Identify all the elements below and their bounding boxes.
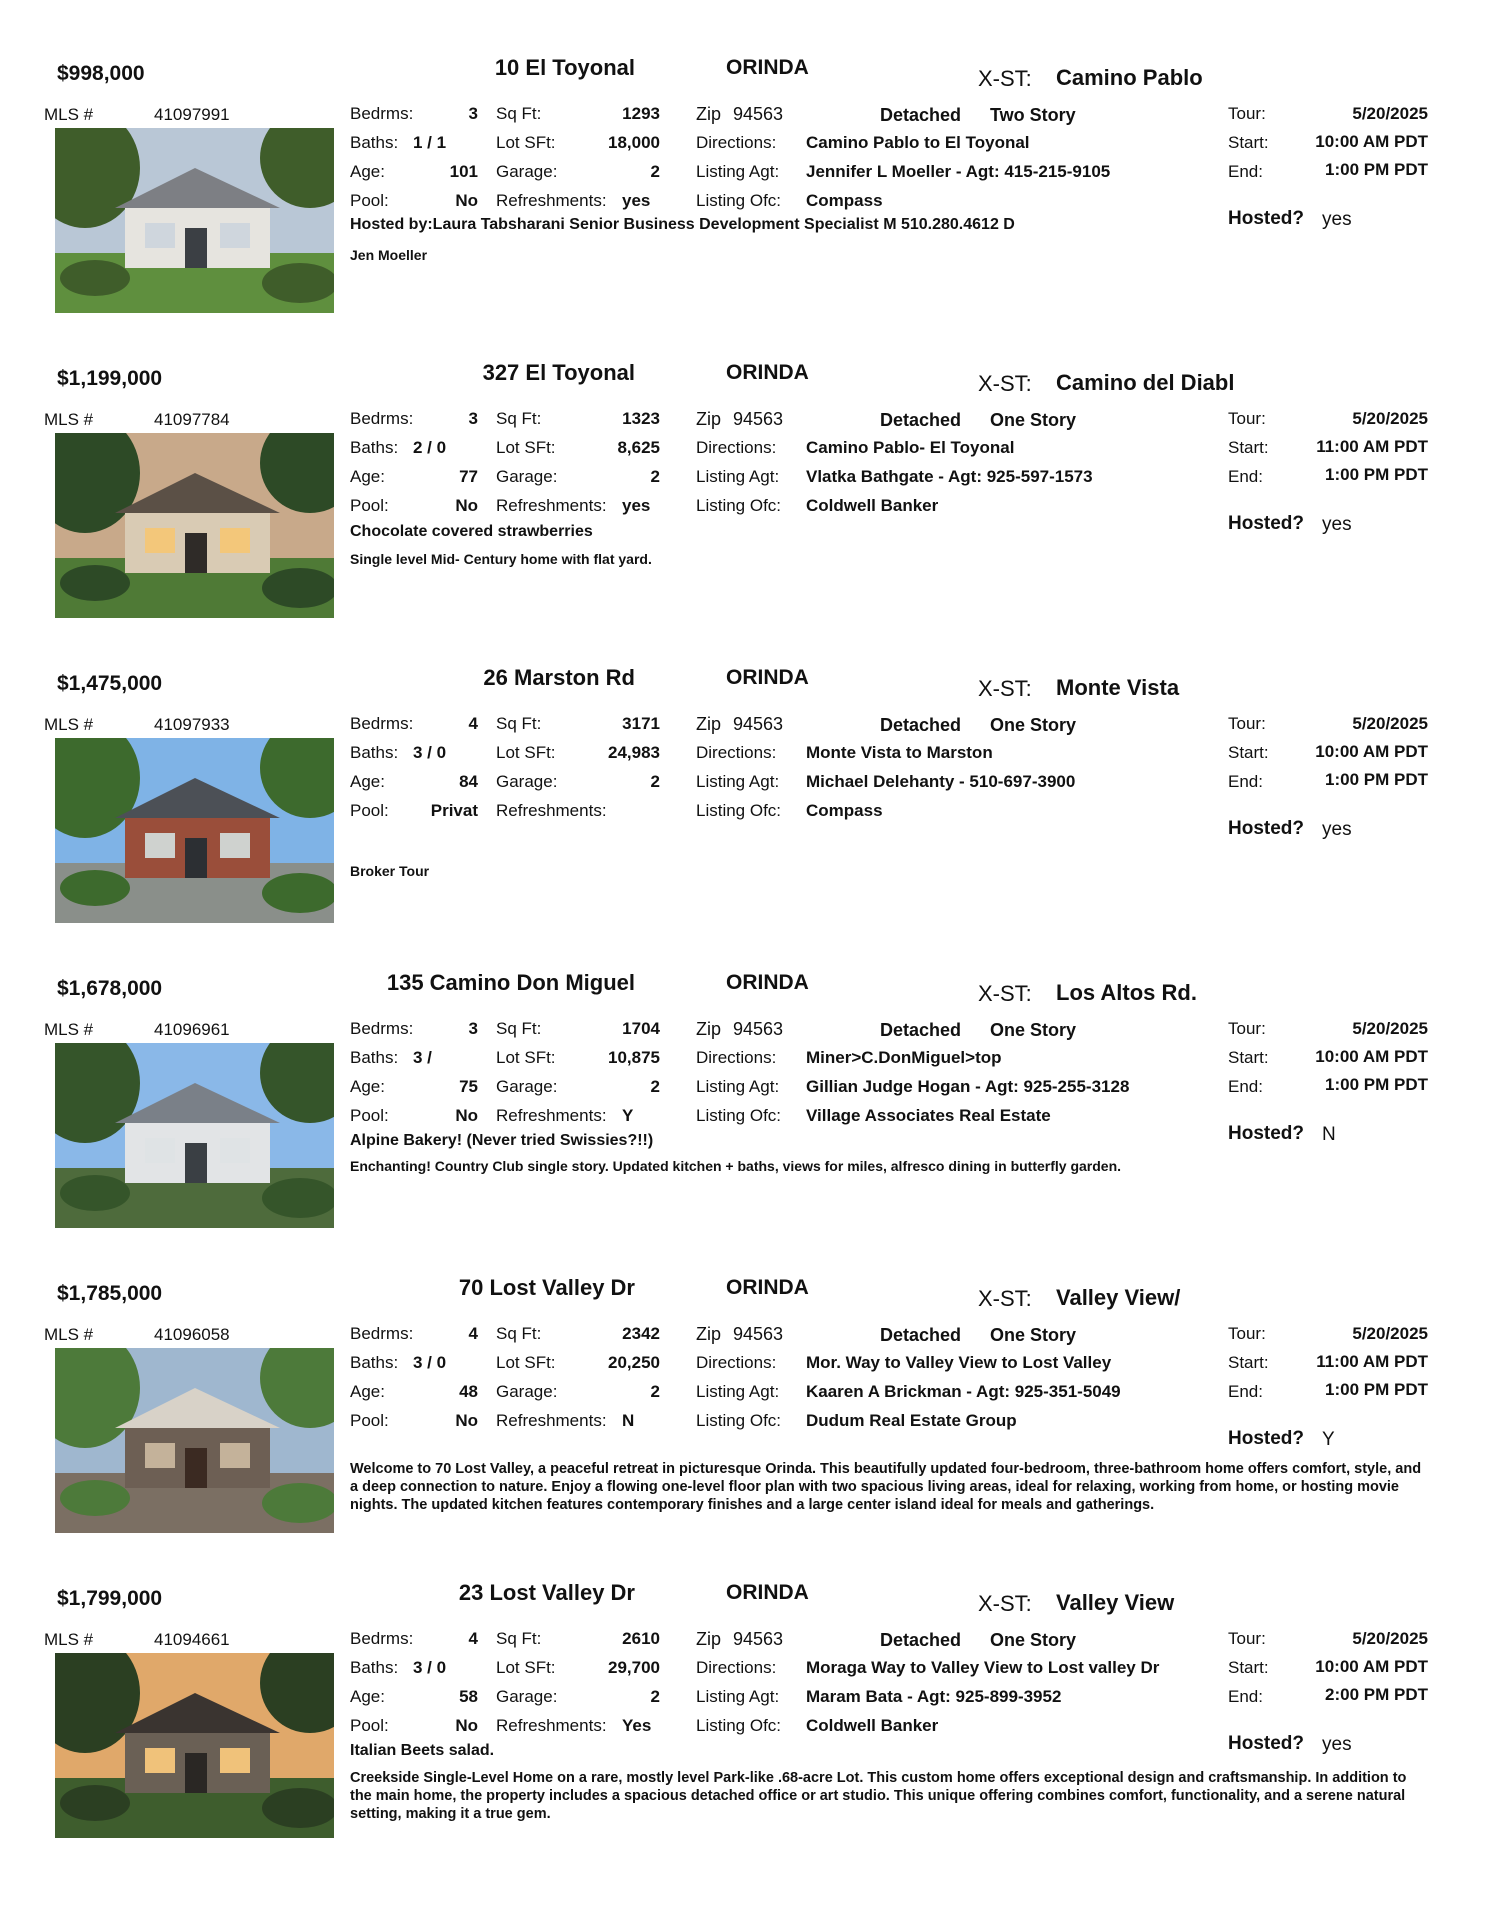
start-label: Start: (1228, 1353, 1269, 1372)
directions-value: Monte Vista to Marston (806, 743, 993, 762)
refreshments-value: yes (622, 191, 651, 210)
listing-agent-label: Listing Agt: (696, 1382, 780, 1401)
garage-value: 2 (650, 772, 660, 791)
house-photo-illustration (55, 128, 334, 313)
garage-label: Garage: (496, 162, 558, 181)
listing-agent-label: Listing Agt: (696, 1687, 780, 1706)
bedrooms-label: Bedrms: (350, 1019, 414, 1038)
cross-street-value: Camino del Diabl (1056, 370, 1235, 395)
tour-date: 5/20/2025 (1352, 1324, 1428, 1343)
property-type: Detached (880, 410, 962, 430)
listing-city: ORINDA (726, 1581, 809, 1604)
end-time: 1:00 PM PDT (1325, 160, 1428, 179)
sqft-label: Sq Ft: (496, 714, 542, 733)
end-time: 1:00 PM PDT (1325, 1380, 1428, 1399)
listing-agent-value: Gillian Judge Hogan - Agt: 925-255-3128 (806, 1077, 1130, 1096)
pool-value: Privat (430, 801, 478, 820)
sqft-value: 1293 (622, 104, 660, 123)
cross-street-value: Camino Pablo (1056, 65, 1203, 90)
baths-value: 2 / 0 (413, 438, 447, 457)
listing-agent-label: Listing Agt: (696, 162, 780, 181)
stories: One Story (990, 715, 1077, 735)
bedrooms-value: 4 (468, 1629, 478, 1648)
baths-label: Baths: (350, 1048, 399, 1067)
garage-value: 2 (650, 1687, 660, 1706)
tour-label: Tour: (1228, 1324, 1266, 1343)
hosted-value: yes (1322, 819, 1352, 840)
listing-office-value: Compass (806, 801, 883, 820)
listing-price: $1,678,000 (57, 977, 163, 1000)
listing-price: $1,785,000 (57, 1282, 163, 1305)
pool-label: Pool: (350, 191, 389, 210)
lot-size-label: Lot SFt: (496, 1658, 556, 1677)
start-time: 11:00 AM PDT (1316, 1352, 1428, 1371)
lot-size-value: 20,250 (608, 1353, 660, 1372)
bedrooms-value: 3 (468, 1019, 478, 1038)
listing-city: ORINDA (726, 971, 809, 994)
mls-label: MLS # (44, 410, 94, 429)
listing-address: 10 El Toyonal (494, 55, 635, 80)
sqft-label: Sq Ft: (496, 104, 542, 123)
hosted-value: yes (1322, 209, 1352, 230)
lot-size-value: 29,700 (608, 1658, 660, 1677)
property-photo (55, 128, 334, 313)
lot-size-label: Lot SFt: (496, 133, 556, 152)
lot-size-label: Lot SFt: (496, 1353, 556, 1372)
listing-office-label: Listing Ofc: (696, 1716, 782, 1735)
hosted-label: Hosted? (1228, 1123, 1304, 1144)
hosted-value: yes (1322, 1734, 1352, 1755)
pool-value: No (455, 1106, 478, 1125)
cross-street-label: X-ST: (978, 1591, 1032, 1616)
hosted-label: Hosted? (1228, 818, 1304, 839)
directions-value: Camino Pablo to El Toyonal (806, 133, 1030, 152)
refreshments-value: yes (622, 496, 651, 515)
listing-office-value: Coldwell Banker (806, 1716, 939, 1735)
listing-address: 135 Camino Don Miguel (386, 970, 635, 995)
cross-street-value: Los Altos Rd. (1056, 980, 1197, 1005)
directions-value: Mor. Way to Valley View to Lost Valley (806, 1353, 1112, 1372)
house-photo-illustration (55, 1348, 334, 1533)
sqft-value: 1704 (622, 1019, 660, 1038)
listing-card (0, 40, 1487, 340)
listing-agent-value: Kaaren A Brickman - Agt: 925-351-5049 (806, 1382, 1121, 1401)
baths-value: 3 / 0 (413, 1658, 447, 1677)
refreshments-label: Refreshments: (496, 191, 607, 210)
listing-agent-value: Vlatka Bathgate - Agt: 925-597-1573 (806, 467, 1093, 486)
garage-value: 2 (650, 1077, 660, 1096)
description: Welcome to 70 Lost Valley, a peaceful retreat in picturesque Orinda. This beautifully updated four-bedroom, three-bathroom home offers comfort, style, and a deep connection to nature. Enjoy a flowing one-level floor plan with two spacious living areas, ideal for relaxing, working from home, or hosting movie nights. The updated kitchen features contemporary finishes and a large center island ideal for meals and gatherings. (350, 1461, 1422, 1513)
sqft-label: Sq Ft: (496, 409, 542, 428)
listing-agent-label: Listing Agt: (696, 772, 780, 791)
tour-date: 5/20/2025 (1352, 409, 1428, 428)
age-value: 48 (459, 1382, 478, 1401)
listing-address: 70 Lost Valley Dr (458, 1275, 635, 1300)
baths-value: 3 / (413, 1048, 432, 1067)
mls-label: MLS # (44, 1020, 94, 1039)
end-time: 2:00 PM PDT (1325, 1685, 1428, 1704)
cross-street-value: Valley View (1056, 1590, 1175, 1615)
start-label: Start: (1228, 133, 1269, 152)
house-photo-illustration (55, 738, 334, 923)
listing-office-label: Listing Ofc: (696, 191, 782, 210)
listing-price: $998,000 (57, 62, 145, 85)
listing-city: ORINDA (726, 56, 809, 79)
zip-label: Zip (696, 1324, 722, 1344)
lot-size-value: 8,625 (617, 438, 660, 457)
mls-number: 41096961 (154, 1020, 230, 1039)
bedrooms-label: Bedrms: (350, 104, 414, 123)
tour-date: 5/20/2025 (1352, 714, 1428, 733)
pool-label: Pool: (350, 1106, 389, 1125)
garage-label: Garage: (496, 1687, 558, 1706)
end-time: 1:00 PM PDT (1325, 1075, 1428, 1094)
lot-size-label: Lot SFt: (496, 438, 556, 457)
remarks: Jen Moeller (350, 247, 428, 263)
cross-street-label: X-ST: (978, 66, 1032, 91)
age-value: 77 (459, 467, 478, 486)
tour-label: Tour: (1228, 409, 1266, 428)
refreshments-label: Refreshments: (496, 1106, 607, 1125)
pool-label: Pool: (350, 1411, 389, 1430)
house-photo-illustration (55, 1653, 334, 1838)
sqft-value: 1323 (622, 409, 660, 428)
tour-label: Tour: (1228, 104, 1266, 123)
hosted-value: Y (1322, 1429, 1335, 1450)
baths-label: Baths: (350, 1658, 399, 1677)
start-time: 11:00 AM PDT (1316, 437, 1428, 456)
baths-label: Baths: (350, 438, 399, 457)
refreshment-note: Hosted by:Laura Tabsharani Senior Business Development Specialist M 510.280.4612 D (350, 216, 1015, 233)
zip-label: Zip (696, 104, 722, 124)
mls-label: MLS # (44, 1325, 94, 1344)
sqft-value: 3171 (622, 714, 660, 733)
mls-number: 41094661 (154, 1630, 230, 1649)
lot-size-label: Lot SFt: (496, 743, 556, 762)
directions-label: Directions: (696, 438, 777, 457)
directions-label: Directions: (696, 133, 777, 152)
bedrooms-label: Bedrms: (350, 714, 414, 733)
directions-label: Directions: (696, 1353, 777, 1372)
mls-number: 41097933 (154, 715, 230, 734)
age-label: Age: (350, 1382, 385, 1401)
cross-street-label: X-ST: (978, 981, 1032, 1006)
mls-label: MLS # (44, 105, 94, 124)
lot-size-value: 10,875 (608, 1048, 660, 1067)
listing-office-label: Listing Ofc: (696, 1411, 782, 1430)
zip-value: 94563 (733, 1019, 784, 1039)
baths-label: Baths: (350, 743, 399, 762)
zip-value: 94563 (733, 1629, 784, 1649)
hosted-label: Hosted? (1228, 513, 1304, 534)
directions-value: Moraga Way to Valley View to Lost valley Dr (806, 1658, 1160, 1677)
stories: Two Story (990, 105, 1076, 125)
garage-value: 2 (650, 1382, 660, 1401)
baths-value: 3 / 0 (413, 1353, 447, 1372)
start-time: 10:00 AM PDT (1315, 132, 1428, 151)
tour-label: Tour: (1228, 714, 1266, 733)
hosted-label: Hosted? (1228, 208, 1304, 229)
cross-street-value: Valley View/ (1056, 1285, 1181, 1310)
age-label: Age: (350, 467, 385, 486)
listing-price: $1,475,000 (57, 672, 163, 695)
stories: One Story (990, 1325, 1077, 1345)
mls-label: MLS # (44, 1630, 94, 1649)
pool-value: No (455, 496, 478, 515)
sqft-label: Sq Ft: (496, 1019, 542, 1038)
listing-address: 327 El Toyonal (482, 360, 635, 385)
tour-date: 5/20/2025 (1352, 1019, 1428, 1038)
refreshments-label: Refreshments: (496, 801, 607, 820)
zip-label: Zip (696, 714, 722, 734)
property-type: Detached (880, 1020, 962, 1040)
property-photo (55, 1043, 334, 1228)
directions-label: Directions: (696, 1658, 777, 1677)
bedrooms-label: Bedrms: (350, 1324, 414, 1343)
sqft-value: 2342 (622, 1324, 660, 1343)
hosted-value: N (1322, 1124, 1336, 1145)
refreshments-label: Refreshments: (496, 1716, 607, 1735)
refreshments-label: Refreshments: (496, 496, 607, 515)
cross-street-label: X-ST: (978, 676, 1032, 701)
start-label: Start: (1228, 438, 1269, 457)
start-label: Start: (1228, 1048, 1269, 1067)
start-label: Start: (1228, 743, 1269, 762)
zip-value: 94563 (733, 409, 784, 429)
pool-label: Pool: (350, 496, 389, 515)
start-time: 10:00 AM PDT (1315, 1047, 1428, 1066)
age-value: 58 (459, 1687, 478, 1706)
refreshment-note: Alpine Bakery! (Never tried Swissies?!!) (350, 1132, 654, 1149)
listing-address: 26 Marston Rd (483, 665, 635, 690)
mls-number: 41097784 (154, 410, 230, 429)
garage-value: 2 (650, 162, 660, 181)
property-type: Detached (880, 715, 962, 735)
end-label: End: (1228, 467, 1263, 486)
refreshments-label: Refreshments: (496, 1411, 607, 1430)
stories: One Story (990, 1020, 1077, 1040)
age-label: Age: (350, 162, 385, 181)
mls-number: 41096058 (154, 1325, 230, 1344)
lot-size-value: 24,983 (608, 743, 660, 762)
property-type: Detached (880, 1630, 962, 1650)
end-label: End: (1228, 162, 1263, 181)
end-label: End: (1228, 1687, 1263, 1706)
tour-date: 5/20/2025 (1352, 1629, 1428, 1648)
age-value: 101 (449, 162, 478, 181)
listing-city: ORINDA (726, 361, 809, 384)
sqft-value: 2610 (622, 1629, 660, 1648)
end-label: End: (1228, 772, 1263, 791)
baths-label: Baths: (350, 1353, 399, 1372)
cross-street-label: X-ST: (978, 1286, 1032, 1311)
sqft-label: Sq Ft: (496, 1629, 542, 1648)
directions-label: Directions: (696, 743, 777, 762)
listing-agent-label: Listing Agt: (696, 1077, 780, 1096)
remarks: Enchanting! Country Club single story. Updated kitchen + baths, views for miles, alfresco dining in butterfly garden. (350, 1158, 1122, 1174)
hosted-label: Hosted? (1228, 1733, 1304, 1754)
listing-card (0, 650, 1487, 950)
garage-label: Garage: (496, 467, 558, 486)
remarks: Single level Mid- Century home with flat yard. (350, 551, 652, 567)
hosted-label: Hosted? (1228, 1428, 1304, 1449)
zip-value: 94563 (733, 714, 784, 734)
age-value: 75 (459, 1077, 478, 1096)
zip-label: Zip (696, 1019, 722, 1039)
listing-office-value: Coldwell Banker (806, 496, 939, 515)
listing-card (0, 1260, 1487, 1560)
description: Creekside Single-Level Home on a rare, mostly level Park-like .68-acre Lot. This custom home offers exceptional design and craftsmanship. In addition to the main home, the property includes a spacious detached office or art studio. This unique offering combines comfort, functionality, and a serene natural setting, making it a true gem. (350, 1770, 1407, 1822)
listing-card (0, 345, 1487, 645)
listing-address: 23 Lost Valley Dr (458, 1580, 635, 1605)
start-label: Start: (1228, 1658, 1269, 1677)
age-label: Age: (350, 772, 385, 791)
hosted-value: yes (1322, 514, 1352, 535)
stories: One Story (990, 1630, 1077, 1650)
zip-value: 94563 (733, 1324, 784, 1344)
baths-value: 1 / 1 (413, 133, 447, 152)
baths-value: 3 / 0 (413, 743, 447, 762)
property-photo (55, 738, 334, 923)
listing-city: ORINDA (726, 1276, 809, 1299)
property-photo (55, 1653, 334, 1838)
garage-label: Garage: (496, 1077, 558, 1096)
property-photo (55, 1348, 334, 1533)
listing-price: $1,199,000 (57, 367, 163, 390)
directions-label: Directions: (696, 1048, 777, 1067)
listing-city: ORINDA (726, 666, 809, 689)
house-photo-illustration (55, 433, 334, 618)
start-time: 10:00 AM PDT (1315, 1657, 1428, 1676)
age-label: Age: (350, 1687, 385, 1706)
refreshments-value: Yes (622, 1716, 652, 1735)
mls-number: 41097991 (154, 105, 230, 124)
property-type: Detached (880, 1325, 962, 1345)
remarks: Broker Tour (350, 863, 430, 879)
refreshments-value: N (622, 1411, 635, 1430)
end-label: End: (1228, 1382, 1263, 1401)
lot-size-label: Lot SFt: (496, 1048, 556, 1067)
listing-office-label: Listing Ofc: (696, 1106, 782, 1125)
listing-price: $1,799,000 (57, 1587, 163, 1610)
bedrooms-value: 3 (468, 104, 478, 123)
listing-office-label: Listing Ofc: (696, 801, 782, 820)
cross-street-value: Monte Vista (1056, 675, 1180, 700)
listing-agent-value: Maram Bata - Agt: 925-899-3952 (806, 1687, 1062, 1706)
mls-label: MLS # (44, 715, 94, 734)
refreshment-note: Italian Beets salad. (350, 1742, 495, 1759)
listing-card (0, 1565, 1487, 1865)
listing-agent-value: Michael Delehanty - 510-697-3900 (806, 772, 1076, 791)
directions-value: Miner>C.DonMiguel>top (806, 1048, 1002, 1067)
tour-date: 5/20/2025 (1352, 104, 1428, 123)
listing-agent-label: Listing Agt: (696, 467, 780, 486)
listing-office-label: Listing Ofc: (696, 496, 782, 515)
garage-value: 2 (650, 467, 660, 486)
lot-size-value: 18,000 (608, 133, 660, 152)
end-time: 1:00 PM PDT (1325, 465, 1428, 484)
garage-label: Garage: (496, 772, 558, 791)
bedrooms-value: 4 (468, 1324, 478, 1343)
refreshments-value: Y (622, 1106, 634, 1125)
tour-label: Tour: (1228, 1019, 1266, 1038)
end-time: 1:00 PM PDT (1325, 770, 1428, 789)
start-time: 10:00 AM PDT (1315, 742, 1428, 761)
pool-label: Pool: (350, 1716, 389, 1735)
bedrooms-label: Bedrms: (350, 1629, 414, 1648)
property-photo (55, 433, 334, 618)
house-photo-illustration (55, 1043, 334, 1228)
cross-street-label: X-ST: (978, 371, 1032, 396)
pool-value: No (455, 191, 478, 210)
baths-label: Baths: (350, 133, 399, 152)
listing-agent-value: Jennifer L Moeller - Agt: 415-215-9105 (806, 162, 1111, 181)
bedrooms-value: 3 (468, 409, 478, 428)
directions-value: Camino Pablo- El Toyonal (806, 438, 1015, 457)
bedrooms-value: 4 (468, 714, 478, 733)
age-label: Age: (350, 1077, 385, 1096)
listing-office-value: Village Associates Real Estate (806, 1106, 1051, 1125)
sqft-label: Sq Ft: (496, 1324, 542, 1343)
zip-label: Zip (696, 1629, 722, 1649)
bedrooms-label: Bedrms: (350, 409, 414, 428)
end-label: End: (1228, 1077, 1263, 1096)
listing-card (0, 955, 1487, 1255)
property-type: Detached (880, 105, 962, 125)
pool-value: No (455, 1716, 478, 1735)
garage-label: Garage: (496, 1382, 558, 1401)
listing-office-value: Dudum Real Estate Group (806, 1411, 1017, 1430)
zip-value: 94563 (733, 104, 784, 124)
tour-label: Tour: (1228, 1629, 1266, 1648)
zip-label: Zip (696, 409, 722, 429)
listing-office-value: Compass (806, 191, 883, 210)
refreshment-note: Chocolate covered strawberries (350, 523, 593, 540)
stories: One Story (990, 410, 1077, 430)
pool-label: Pool: (350, 801, 389, 820)
pool-value: No (455, 1411, 478, 1430)
age-value: 84 (459, 772, 478, 791)
